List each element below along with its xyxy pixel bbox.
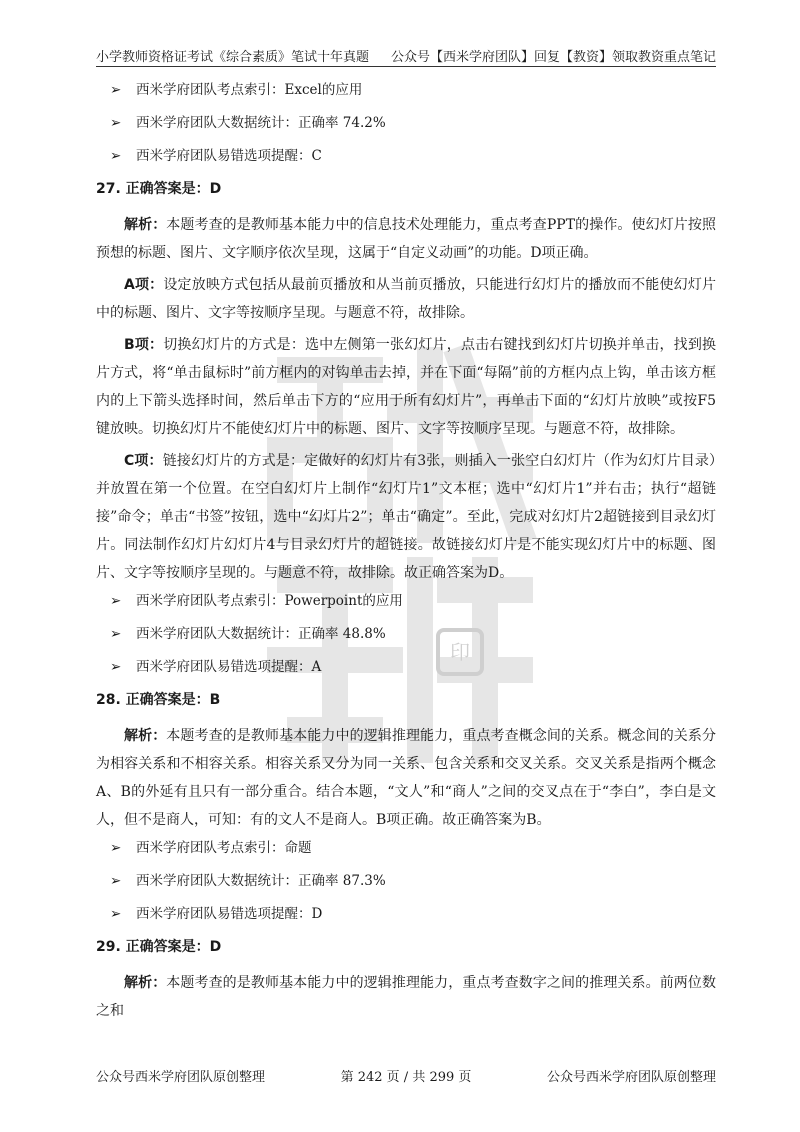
paragraph-text: 本题考查的是教师基本能力中的信息技术处理能力，重点考查PPT的操作。使幻灯片按照预想的标题、图片、文字顺序依次呈现，这属于“自定义动画”的功能。D项正确。 [96, 217, 716, 261]
explanation-paragraph [96, 722, 716, 834]
bullet-item [110, 113, 716, 133]
bullet-text: 西米学府团队大数据统计：正确率 87.3% [136, 873, 386, 889]
explanation-paragraph [96, 211, 716, 267]
page-footer [96, 1066, 716, 1086]
arrow-bullet-icon: ➢ [110, 906, 122, 922]
paragraph-label: A项： [124, 277, 164, 293]
arrow-bullet-icon: ➢ [110, 82, 122, 98]
paragraph-label: C项： [124, 453, 163, 469]
bullet-item [110, 871, 716, 891]
arrow-bullet-icon: ➢ [110, 840, 122, 856]
bullet-text: 西米学府团队考点索引：Excel的应用 [136, 82, 363, 98]
explanation-paragraph [96, 447, 716, 587]
arrow-bullet-icon: ➢ [110, 873, 122, 889]
bullet-item [110, 904, 716, 924]
page-number: 第 242 页 / 共 299 页 [340, 1070, 472, 1085]
paragraph-text: 切换幻灯片的方式是：选中左侧第一张幻灯片，点击右键找到幻灯片切换并单击，找到换片方式，将“单击鼠标时”前方框内的对钩单击去掉，并在下面“每隔”前的方框内点上钩，单击该方框内的上下箭头选择时间，然后单击下方的“应用于所有幻灯片”，再单击下面的“幻灯片放映”或按F5键放映。切换幻灯片不能使幻灯片中的标题、图片、文字等按顺序呈现。与题意不符，故排除。 [96, 337, 717, 437]
bullet-item [110, 624, 716, 644]
bullet-item [110, 657, 716, 677]
answer-heading: 28. 正确答案是：B [96, 692, 221, 708]
paragraph-text: 本题考查的是教师基本能力中的逻辑推理能力，重点考查概念间的关系。概念间的关系分为相容关系和不相容关系。相容关系又分为同一关系、包含关系和交叉关系。交叉关系是指两个概念A、B的外延有且只有一部分重合。结合本题，“文人”和“商人”之间的交叉点在于“李白”，李白是文人，但不是商人，可知：有的文人不是商人。B项正确。故正确答案为B。 [96, 728, 717, 828]
arrow-bullet-icon: ➢ [110, 115, 122, 131]
arrow-bullet-icon: ➢ [110, 659, 122, 675]
paragraph-label: 解析： [124, 217, 167, 233]
bullet-text: 西米学府团队大数据统计：正确率 74.2% [136, 115, 386, 131]
paragraph-text: 链接幻灯片的方式是：定做好的幻灯片有3张，则插入一张空白幻灯片（作为幻灯片目录）并放置在第一个位置。在空白幻灯片上制作“幻灯片1”文本框；选中“幻灯片1”并右击；执行“超链接”命令；单击“书签”按钮，选中“幻灯片2”；单击“确定”。至此，完成对幻灯片2超链接到目录幻灯片。同法制作幻灯片幻灯片4与目录幻灯片的超链接。故链接幻灯片是不能实现幻灯片中的标题、图片、文字等按顺序呈现的。与题意不符，故排除。故正确答案为D。 [96, 453, 717, 581]
arrow-bullet-icon: ➢ [110, 593, 122, 609]
document-body [96, 80, 716, 1029]
header-title: 小学教师资格证考试《综合素质》笔试十年真题 [96, 50, 370, 65]
bullet-text: 西米学府团队考点索引：Powerpoint的应用 [136, 593, 403, 609]
bullet-item [110, 591, 716, 611]
svg-text:印: 印 [450, 640, 470, 664]
page-header [96, 44, 716, 67]
bullet-text: 西米学府团队大数据统计：正确率 48.8% [136, 626, 386, 642]
arrow-bullet-icon: ➢ [110, 148, 122, 164]
answer-heading: 27. 正确答案是：D [96, 181, 222, 197]
arrow-bullet-icon: ➢ [110, 626, 122, 642]
bullet-item [110, 146, 716, 166]
paragraph-label: 解析： [124, 728, 167, 744]
paragraph-label: 解析： [124, 975, 167, 991]
footer-left: 公众号西米学府团队原创整理 [96, 1070, 266, 1085]
answer-heading: 29. 正确答案是：D [96, 939, 222, 955]
explanation-paragraph [96, 331, 716, 443]
header-promo: 公众号【西米学府团队】回复【教资】领取教资重点笔记 [390, 50, 716, 65]
bullet-text: 西米学府团队易错选项提醒：A [136, 659, 322, 675]
bullet-text: 西米学府团队易错选项提醒：D [136, 906, 323, 922]
bullet-text: 西米学府团队易错选项提醒：C [136, 148, 322, 164]
explanation-paragraph [96, 271, 716, 327]
paragraph-text: 设定放映方式包括从最前页播放和从当前页播放，只能进行幻灯片的播放而不能使幻灯片中的标题、图片、文字等按顺序呈现。与题意不符，故排除。 [96, 277, 716, 321]
bullet-item [110, 838, 716, 858]
paragraph-label: B项： [124, 337, 164, 353]
bullet-text: 西米学府团队考点索引：命题 [136, 840, 312, 856]
explanation-paragraph [96, 969, 716, 1025]
footer-right: 公众号西米学府团队原创整理 [546, 1070, 716, 1085]
paragraph-text: 本题考查的是教师基本能力中的逻辑推理能力，重点考查数字之间的推理关系。前两位数之和 [96, 975, 717, 1019]
bullet-item [110, 80, 716, 100]
